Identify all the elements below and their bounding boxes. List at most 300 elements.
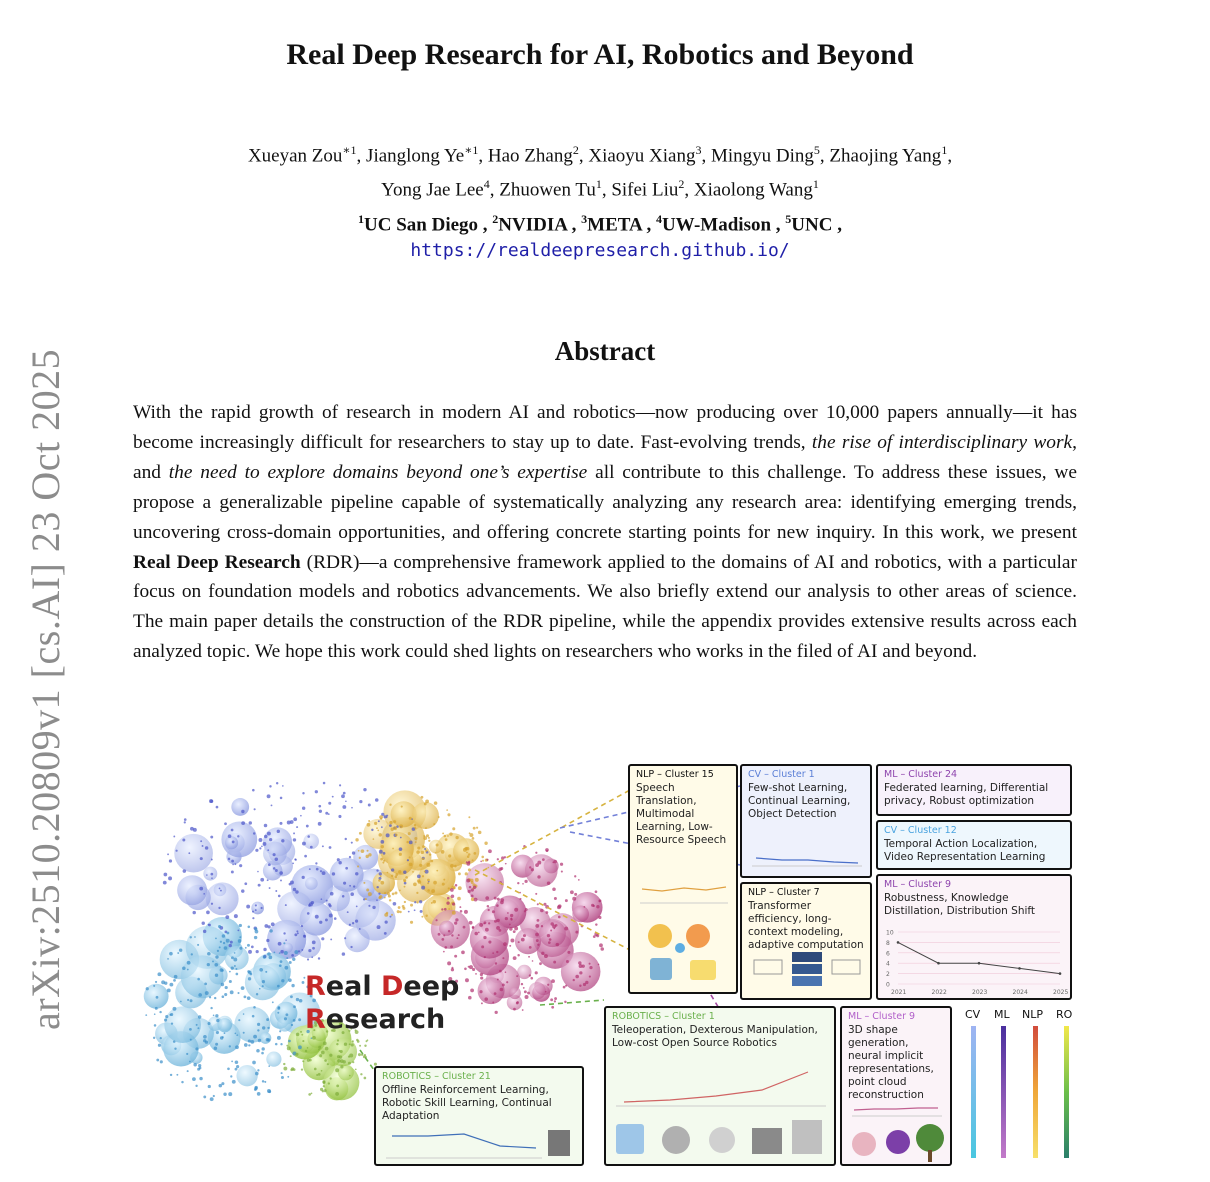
embedding-point [320,870,322,872]
embedding-point [535,971,538,974]
embedding-point [551,1006,554,1009]
embedding-point [550,922,553,925]
embedding-point [235,968,237,970]
embedding-point [198,993,202,997]
embedding-point [337,858,340,861]
embedding-point [455,836,458,839]
embedding-point [410,904,413,907]
embedding-point [517,882,519,884]
embedding-point [164,1018,167,1021]
embedding-point [381,845,384,848]
cluster-panel-nlp-7 [740,882,872,1000]
embedding-point [379,833,383,837]
embedding-point [255,1072,259,1076]
x-tick-label: 2023 [972,989,988,996]
embedding-point [255,1086,258,1089]
embedding-point [425,800,429,804]
author-affiliation-mark: 4 [483,177,490,192]
embedding-point [253,1035,257,1039]
embedding-point [472,968,475,971]
embedding-point [404,886,406,888]
embedding-point [542,858,545,861]
embedding-point [203,930,206,933]
embedding-point [522,883,524,885]
embedding-point [336,1043,338,1045]
embedding-point [492,952,494,954]
embedding-point [207,963,210,966]
embedding-point [238,1019,240,1021]
embedding-point [264,824,268,828]
embedding-point [248,1044,250,1046]
embedding-point [319,810,322,813]
embedding-point [536,939,539,942]
embedding-point [264,924,268,928]
embedding-point [384,913,388,917]
author-separator: , [701,145,711,167]
embedding-point [479,990,482,993]
embedding-point [193,911,196,914]
embedding-point [312,940,316,944]
embedding-point [276,782,278,784]
embedding-point [443,934,445,936]
embedding-point [318,1046,321,1049]
x-tick-label: 2021 [891,989,907,996]
embedding-point [431,889,435,893]
embedding-point [164,982,167,985]
embedding-point [230,941,233,944]
embedding-point [267,832,271,836]
embedding-point [589,975,591,977]
author-name: Zhuowen Tu [499,179,596,201]
embedding-point [267,849,269,851]
embedding-point [539,962,542,965]
embedding-point [321,1051,325,1055]
embedding-point [372,906,375,909]
embedding-point [383,852,386,855]
embedding-point [352,1061,354,1063]
embedding-point [182,839,185,842]
embedding-point [215,1043,218,1046]
embedding-point [358,850,360,852]
embedding-point [407,859,409,861]
embedding-point [249,821,252,824]
embedding-point [442,883,445,886]
embedding-point [427,879,430,882]
embedding-point [248,926,251,929]
author-affiliation-mark: 1 [941,143,948,157]
embedding-point [168,876,172,880]
embedding-point [260,907,262,909]
embedding-point [540,909,544,913]
embedding-point [468,996,472,1000]
embedding-point [431,902,433,904]
embedding-point [269,956,273,960]
embedding-point [476,827,478,829]
embedding-point [459,906,461,908]
project-url-link[interactable]: https://realdeepresearch.github.io/ [410,240,790,261]
panel-body: Speech Translation, Multimodal Learning, Low-Resource Speech [636,782,727,846]
embedding-point [309,868,311,870]
embedding-point [216,1019,219,1022]
embedding-point [173,1007,177,1011]
embedding-point [239,947,242,950]
embedding-point [422,857,425,860]
embedding-point [342,895,345,898]
embedding-point [422,845,425,848]
embedding-point [413,882,417,886]
embedding-point [402,905,405,908]
author-separator: , [684,179,694,201]
cluster-bubble [525,854,558,887]
embedding-point [584,906,586,908]
embedding-point [359,857,361,859]
embedding-point [214,997,216,999]
embedding-point [217,950,219,952]
embedding-point [301,925,303,927]
embedding-point [487,867,489,869]
embedding-point [315,862,317,864]
embedding-point [177,952,179,954]
embedding-point [335,1068,339,1072]
embedding-point [183,869,186,872]
embedding-point [258,838,262,842]
teaser-figure [130,750,1092,1170]
embedding-point [349,1075,351,1077]
embedding-point [417,875,421,879]
embedding-point [235,1045,239,1049]
affiliation-mark: 2 [492,212,499,226]
embedding-point [321,937,324,940]
legend-bar-ml [1001,1026,1006,1158]
embedding-point [301,1034,303,1036]
embedding-point [530,977,533,980]
embedding-point [523,987,525,989]
embedding-point [519,898,521,900]
embedding-point [228,1092,232,1096]
cluster-bubble [225,946,249,970]
embedding-point [377,925,381,929]
embedding-point [468,853,470,855]
embedding-point [414,837,417,840]
embedding-point [424,871,426,873]
embedding-point [231,956,234,959]
embedding-point [510,914,513,917]
shape-illustrations [848,1122,946,1162]
cluster-bubble [509,987,521,999]
embedding-point [399,889,401,891]
embedding-point [321,898,323,900]
embedding-point [488,909,490,911]
embedding-point [484,997,488,1001]
author-separator: , [478,145,488,167]
embedding-point [398,870,401,873]
embedding-point [284,1017,287,1020]
embedding-point [252,789,255,792]
embedding-point [197,1027,199,1029]
embedding-point [211,859,213,861]
embedding-point [473,886,476,889]
embedding-point [263,948,266,951]
embedding-point [253,832,255,834]
embedding-point [565,899,568,902]
embedding-point [494,897,497,900]
embedding-point [203,1035,207,1039]
embedding-point [239,936,241,938]
embedding-point [448,908,450,910]
embedding-point [473,827,476,830]
embedding-point [378,879,381,882]
embedding-point [523,934,526,937]
embedding-point [447,835,449,837]
cluster-bubble [429,840,443,854]
embedding-point [452,903,455,906]
embedding-point [447,961,451,965]
embedding-point [376,886,378,888]
embedding-point [285,904,287,906]
embedding-point [383,815,386,818]
embedding-point [175,850,177,852]
embedding-point [421,851,424,854]
cluster-panel-robotics-1 [604,1006,836,1166]
embedding-point [252,917,254,919]
embedding-point [524,880,527,883]
x-tick-label: 2025 [1053,989,1069,996]
embedding-point [551,979,555,983]
embedding-point [456,937,458,939]
embedding-point [323,1081,326,1084]
embedding-point [444,835,447,838]
ml9-trend-chart [884,926,1069,998]
embedding-point [307,835,310,838]
embedding-point [386,833,390,837]
embedding-point [298,1018,301,1021]
embedding-point [516,975,518,977]
embedding-point [579,985,581,987]
embedding-point [308,1093,311,1096]
embedding-point [241,821,245,825]
embedding-point [472,859,474,861]
embedding-point [433,881,437,885]
embedding-point [496,919,499,922]
embedding-point [277,1007,280,1010]
embedding-point [445,838,448,841]
embedding-point [347,911,349,913]
embedding-point [443,879,445,881]
embedding-point [190,1039,192,1041]
illustration-icons [640,918,730,990]
embedding-point [263,842,267,846]
embedding-point [389,890,391,892]
embedding-point [208,1085,211,1088]
embedding-point [404,880,406,882]
embedding-point [316,868,319,871]
embedding-point [469,886,472,889]
embedding-point [497,898,500,901]
embedding-point [210,873,213,876]
embedding-point [191,953,193,955]
y-tick-label: 10 [886,929,894,937]
embedding-point [414,901,416,903]
embedding-point [205,991,209,995]
embedding-point [303,935,305,937]
embedding-point [279,822,282,825]
embedding-point [231,871,234,874]
cluster-bubble [203,867,217,881]
embedding-point [267,1027,269,1029]
embedding-point [472,837,475,840]
embedding-point [399,911,401,913]
embedding-point [435,919,437,921]
embedding-point [312,1036,316,1040]
embedding-point [375,798,379,802]
embedding-point [343,882,346,885]
embedding-point [355,1068,357,1070]
embedding-point [284,951,288,955]
panel-body: Offline Reinforcement Learning, Robotic Skill Learning, Continual Adaptation [382,1084,552,1122]
author-name: Xueyan Zou [247,145,343,167]
embedding-point [342,1060,345,1063]
embedding-point [425,915,427,917]
embedding-point [307,912,310,915]
embedding-point [547,882,550,885]
embedding-point [318,1049,320,1051]
embedding-point [251,945,254,948]
embedding-point [145,1014,147,1016]
affiliation-mark: 5 [785,212,792,226]
embedding-point [283,1067,287,1071]
embedding-point [393,820,396,823]
embedding-point [574,893,577,896]
embedding-point [277,830,280,833]
embedding-point [269,887,271,889]
embedding-point [442,832,444,834]
embedding-point [169,952,173,956]
embedding-point [181,1081,183,1083]
embedding-point [296,998,299,1001]
embedding-point [211,903,213,905]
embedding-point [338,861,341,864]
embedding-point [275,890,277,892]
embedding-point [190,936,192,938]
embedding-point [545,848,549,852]
embedding-point [400,837,402,839]
author-affiliation-mark: 2 [572,143,579,157]
embedding-point [325,812,328,815]
cluster-bubble [300,902,333,935]
embedding-point [468,890,471,893]
embedding-point [155,981,157,983]
embedding-point [466,852,468,854]
embedding-point [447,897,450,900]
embedding-point [222,995,225,998]
embedding-point [574,875,576,877]
embedding-point [467,855,470,858]
embedding-point [355,838,358,841]
embedding-point [280,950,284,954]
embedding-point [165,1015,168,1018]
embedding-point [368,892,372,896]
embedding-point [434,801,438,805]
embedding-point [359,832,362,835]
embedding-point [387,872,389,874]
embedding-point [247,996,251,1000]
cluster-bubble [357,880,375,898]
embedding-point [513,956,517,960]
cluster-bubble [177,875,207,905]
affiliation-name: UNC , [791,214,842,236]
embedding-point [573,979,575,981]
embedding-point [218,925,221,928]
author-name: Sifei Liu [611,179,679,201]
embedding-point [550,930,552,932]
embedding-point [496,926,500,930]
embedding-point [286,1045,288,1047]
embedding-point [421,916,423,918]
embedding-point [410,921,413,924]
embedding-point [219,888,221,890]
embedding-point [268,1090,271,1093]
embedding-point [495,962,497,964]
embedding-point [292,863,294,865]
embedding-point [475,973,477,975]
embedding-point [564,927,568,931]
legend-bar-cv [971,1026,976,1158]
embedding-point [307,958,309,960]
embedding-point [190,999,193,1002]
embedding-point [378,892,380,894]
trend-chart [748,824,866,874]
embedding-point [344,1043,347,1046]
embedding-point [399,824,403,828]
embedding-point [468,868,471,871]
embedding-point [203,1039,206,1042]
embedding-point [324,1089,327,1092]
embedding-point [550,998,553,1001]
embedding-point [323,1042,327,1046]
embedding-point [454,955,457,958]
embedding-point [391,914,393,916]
panel-title: ML – Cluster 9 [848,1011,916,1022]
embedding-point [363,882,365,884]
embedding-point [471,888,474,891]
y-tick-label: 4 [886,960,890,968]
embedding-point [433,823,435,825]
embedding-point [521,938,525,942]
legend-bar-ro [1064,1026,1069,1158]
embedding-point [280,797,283,800]
embedding-point [415,841,417,843]
embedding-point [275,1043,278,1046]
embedding-point [398,906,401,909]
embedding-point [455,918,458,921]
cluster-bubble [231,798,249,816]
panel-title: ROBOTICS – Cluster 1 [612,1011,715,1022]
embedding-point [210,1007,212,1009]
embedding-point [458,872,461,875]
y-tick-label: 8 [886,939,890,947]
embedding-point [435,852,437,854]
embedding-point [514,927,518,931]
embedding-point [579,964,583,968]
embedding-point [222,1036,224,1038]
cluster-bubble [266,1052,281,1067]
embedding-point [524,990,527,993]
embedding-point [252,911,254,913]
author-affiliation-mark: 5 [813,143,820,157]
embedding-point [318,1073,321,1076]
embedding-point [444,908,447,911]
embedding-point [359,800,362,803]
